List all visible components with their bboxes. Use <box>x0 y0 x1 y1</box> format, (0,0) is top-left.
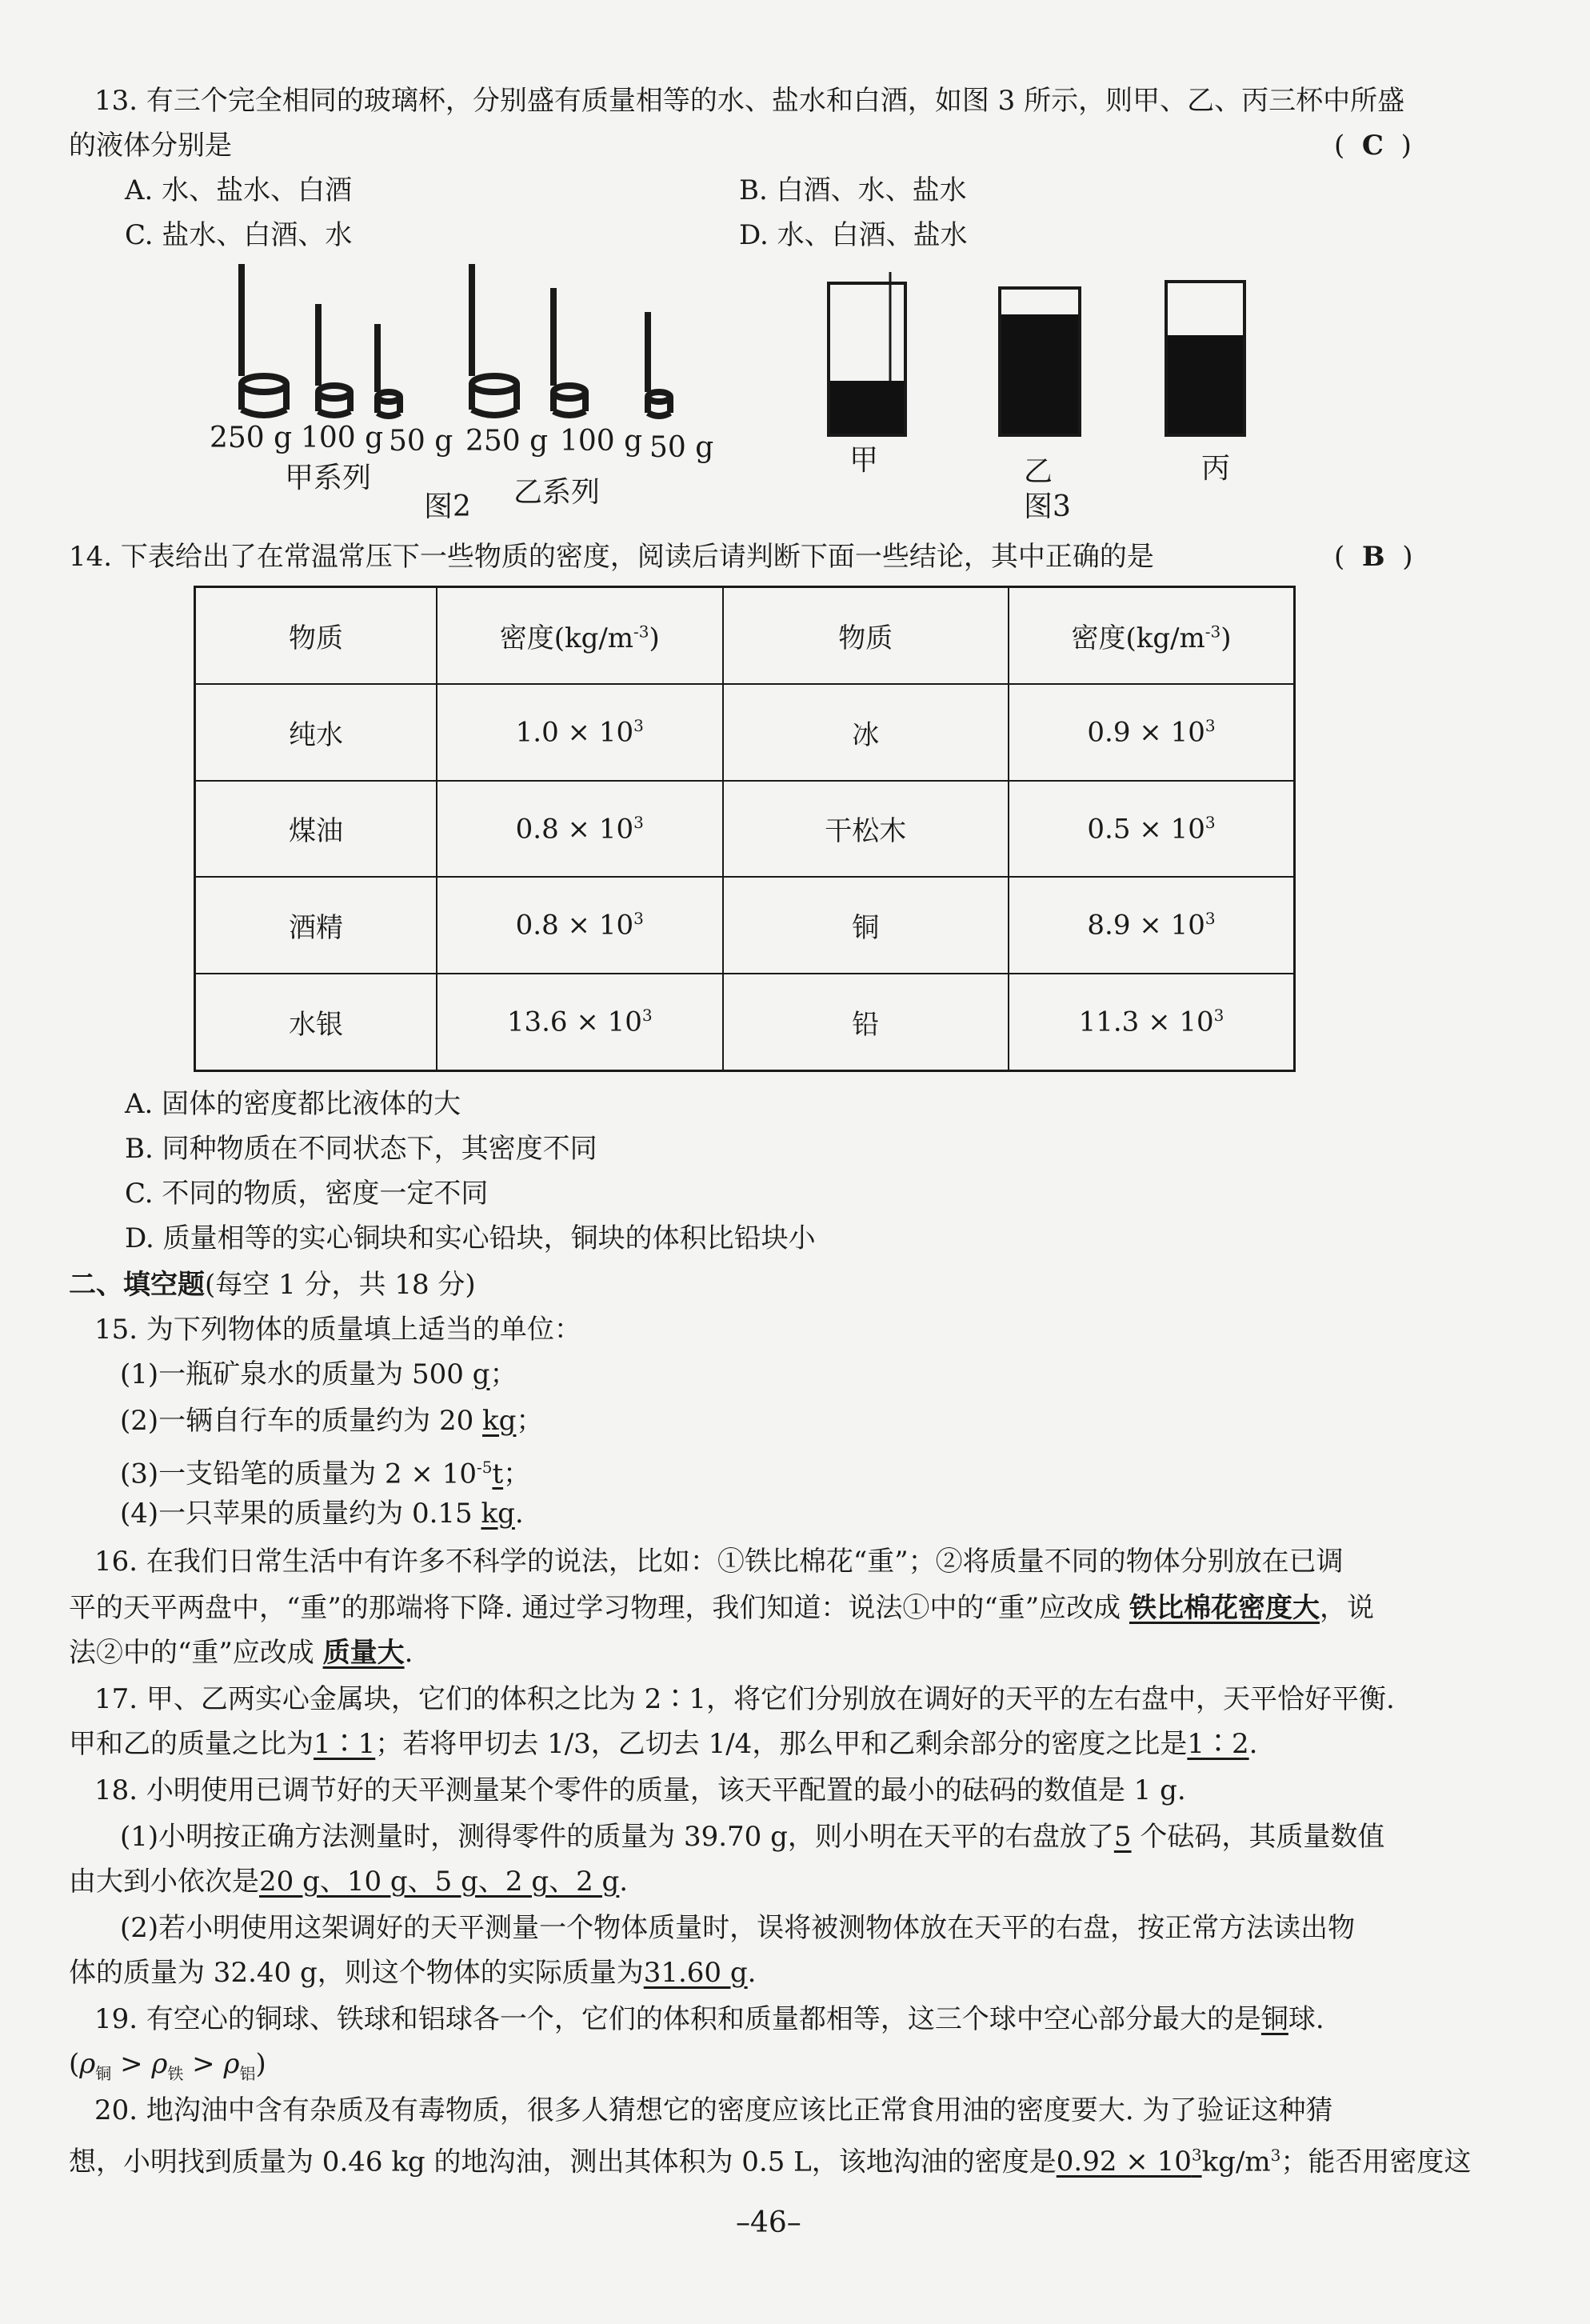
weight-50g-jia <box>378 324 400 416</box>
weight-250g-yi <box>472 264 517 415</box>
table-cell: 干松木 <box>723 781 1009 878</box>
q15-item-1: (1)一瓶矿泉水的质量为 500 g； <box>120 1358 517 1390</box>
q13-stem-line1: 13. 有三个完全相同的玻璃杯，分别盛有质量相等的水、盐水和白酒，如图 3 所示，则甲、乙、丙三杯中所盛 <box>94 85 1405 117</box>
q20-line-1: 20. 地沟油中含有杂质及有毒物质，很多人猜想它的密度应该比正常食用油的密度要大. 为了验证这种猜 <box>94 2094 1333 2126</box>
q18-answer-3: 31.60 g <box>643 1957 748 1989</box>
header-density-2: 密度$(kg/m^{-3})$ <box>1009 587 1295 685</box>
q17-line-2: 甲和乙的质量之比为1∶1；若将甲切去 1/3，乙切去 1/4，那么甲和乙剩余部分的密度之比是1∶2. <box>69 1728 1258 1760</box>
q17-answer-2: 1∶2 <box>1187 1728 1249 1760</box>
q18-line-1: 18. 小明使用已调节好的天平测量某个零件的质量，该天平配置的最小的砝码的数值是 1 g. <box>94 1774 1186 1806</box>
fig2-weight-label-6: 50 g <box>649 431 714 464</box>
q18-part-1-line-2: 由大到小依次是20 g、10 g、5 g、2 g、2 g. <box>69 1866 629 1898</box>
figure-3-cups <box>816 272 1264 440</box>
q18-part-2-line-1: (2)若小明使用这架调好的天平测量一个物体质量时，误将被测物体放在天平的右盘，按正常方法读出物 <box>120 1912 1356 1944</box>
table-cell: 煤油 <box>195 781 437 878</box>
fig2-weight-label-5: 100 g <box>560 425 643 458</box>
liquid-bing <box>1168 335 1243 434</box>
q15-item-4: (4)一只苹果的质量约为 0.15 kg. <box>120 1498 524 1530</box>
q13-answer: C <box>1361 130 1384 162</box>
q14-answer: B <box>1361 541 1385 573</box>
weight-250g-jia <box>242 264 286 415</box>
q15-stem: 15. 为下列物体的质量填上适当的单位： <box>94 1314 581 1346</box>
fig2-weight-label-2: 100 g <box>301 422 384 454</box>
table-cell: $0.8 \times 10^3$ <box>437 781 723 878</box>
q13-option-b: B. 白酒、水、盐水 <box>739 174 967 206</box>
fig3-caption: 图3 <box>1024 490 1071 523</box>
liquid-yi <box>1001 314 1078 434</box>
page-number: –46– <box>736 2206 801 2239</box>
fig3-cup-label-yi: 乙 <box>1024 455 1053 488</box>
q16-answer-1: 铁比棉花密度大 <box>1129 1592 1320 1624</box>
q14-option-d: D. 质量相等的实心铜块和实心铅块，铜块的体积比铅块小 <box>125 1222 816 1254</box>
q14-option-b: B. 同种物质在不同状态下，其密度不同 <box>125 1133 597 1165</box>
q14-answer-bracket: ( B ) <box>1334 541 1413 573</box>
table-row <box>195 684 1295 781</box>
table-cell: $0.8 \times 10^3$ <box>437 877 723 974</box>
density-table <box>194 586 1296 1072</box>
figure-2-weights <box>200 264 720 448</box>
weight-100g-yi <box>553 288 585 415</box>
fig2-weight-label-4: 250 g <box>465 425 549 458</box>
q18-part-1-line-1: (1)小明按正确方法测量时，测得零件的质量为 39.70 g，则小明在天平的右盘放了5 个砝码，其质量数值 <box>120 1821 1385 1853</box>
table-row <box>195 781 1295 878</box>
q20-line-2: 想，小明找到质量为 0.46 kg 的地沟油，测出其体积为 0.5 L，该地沟油的密度是$0.92 \times 10^3kg/m^3$；能否用密度这 <box>69 2146 1472 2178</box>
table-cell: $1.0 \times 10^3$ <box>437 684 723 781</box>
q13-stem-line2: 的液体分别是 <box>69 130 232 162</box>
q14-option-a: A. 固体的密度都比液体的大 <box>125 1088 461 1120</box>
section-2-heading: 二、填空题(每空 1 分，共 18 分) <box>69 1269 476 1301</box>
q18-answer-2: 20 g、10 g、5 g、2 g、2 g <box>259 1866 620 1898</box>
q20-answer: $0.92 \times 10^3$ <box>1056 2146 1202 2178</box>
weight-100g-jia <box>318 304 350 415</box>
table-row <box>195 877 1295 974</box>
q19-density-relation: $(\rho_铜 > \rho_铁 > \rho_铝)$ <box>69 2048 266 2083</box>
q17-line-1: 17. 甲、乙两实心金属块，它们的体积之比为 2∶1，将它们分别放在调好的天平的左右盘中，天平恰好平衡. <box>94 1683 1395 1715</box>
table-cell: $8.9 \times 10^3$ <box>1009 877 1295 974</box>
q16-line-1: 16. 在我们日常生活中有许多不科学的说法，比如：①铁比棉花“重”；②将质量不同的物体分别放在已调 <box>94 1546 1344 1578</box>
table-cell: 酒精 <box>195 877 437 974</box>
fig2-yi-series-label: 乙系列 <box>513 476 601 509</box>
q13-option-a: A. 水、盐水、白酒 <box>125 174 353 206</box>
q18-answer-1: 5 <box>1113 1821 1132 1853</box>
table-cell: 冰 <box>723 684 1009 781</box>
fig2-jia-series-label: 甲系列 <box>285 462 372 494</box>
weight-50g-yi <box>648 312 670 416</box>
liquid-jia <box>830 381 904 434</box>
q13-option-d: D. 水、白酒、盐水 <box>739 219 968 251</box>
table-cell: 铅 <box>723 974 1009 1071</box>
q14-stem: 14. 下表给出了在常温常压下一些物质的密度，阅读后请判断下面一些结论，其中正确的是 <box>69 541 1154 573</box>
q14-option-c: C. 不同的物质，密度一定不同 <box>125 1178 489 1210</box>
table-cell: 铜 <box>723 877 1009 974</box>
table-cell: 纯水 <box>195 684 437 781</box>
q13-answer-bracket: ( C ) <box>1334 130 1412 162</box>
q17-answer-1: 1∶1 <box>314 1728 376 1760</box>
table-header-row <box>195 587 1295 685</box>
q15-item-2: (2)一辆自行车的质量约为 20 kg； <box>120 1405 544 1437</box>
table-cell: $13.6 \times 10^3$ <box>437 974 723 1071</box>
fig2-weight-label-1: 250 g <box>210 422 293 454</box>
table-cell: $0.9 \times 10^3$ <box>1009 684 1295 781</box>
fig3-cup-label-jia: 甲 <box>849 444 879 477</box>
table-cell: 水银 <box>195 974 437 1071</box>
header-substance-2: 物质 <box>723 587 1009 685</box>
table-cell: $0.5 \times 10^3$ <box>1009 781 1295 878</box>
q18-part-2-line-2: 体的质量为 32.40 g，则这个物体的实际质量为31.60 g. <box>69 1957 757 1989</box>
header-density-1: 密度$(kg/m^{-3})$ <box>437 587 723 685</box>
q19-answer: 铜 <box>1260 2003 1288 2035</box>
q15-item-3: (3)一支铅笔的质量为 $2 \times 10^{-5}t$； <box>120 1458 531 1490</box>
fig3-cup-label-bing: 丙 <box>1201 452 1231 485</box>
q16-line-3: 法②中的“重”应改成 质量大. <box>69 1637 413 1669</box>
header-substance-1: 物质 <box>195 587 437 685</box>
table-cell: $11.3 \times 10^3$ <box>1009 974 1295 1071</box>
fig2-weight-label-3: 50 g <box>389 425 453 458</box>
q13-option-c: C. 盐水、白酒、水 <box>125 219 353 251</box>
table-row <box>195 974 1295 1071</box>
fig2-caption: 图2 <box>424 490 471 523</box>
q16-answer-2: 质量大 <box>322 1637 405 1669</box>
q16-line-2: 平的天平两盘中，“重”的那端将下降. 通过学习物理，我们知道：说法①中的“重”应改成 铁比棉花密度大，说 <box>69 1592 1374 1624</box>
q19-line-1: 19. 有空心的铜球、铁球和铝球各一个，它们的体积和质量都相等，这三个球中空心部分最大的是铜球. <box>94 2003 1324 2035</box>
